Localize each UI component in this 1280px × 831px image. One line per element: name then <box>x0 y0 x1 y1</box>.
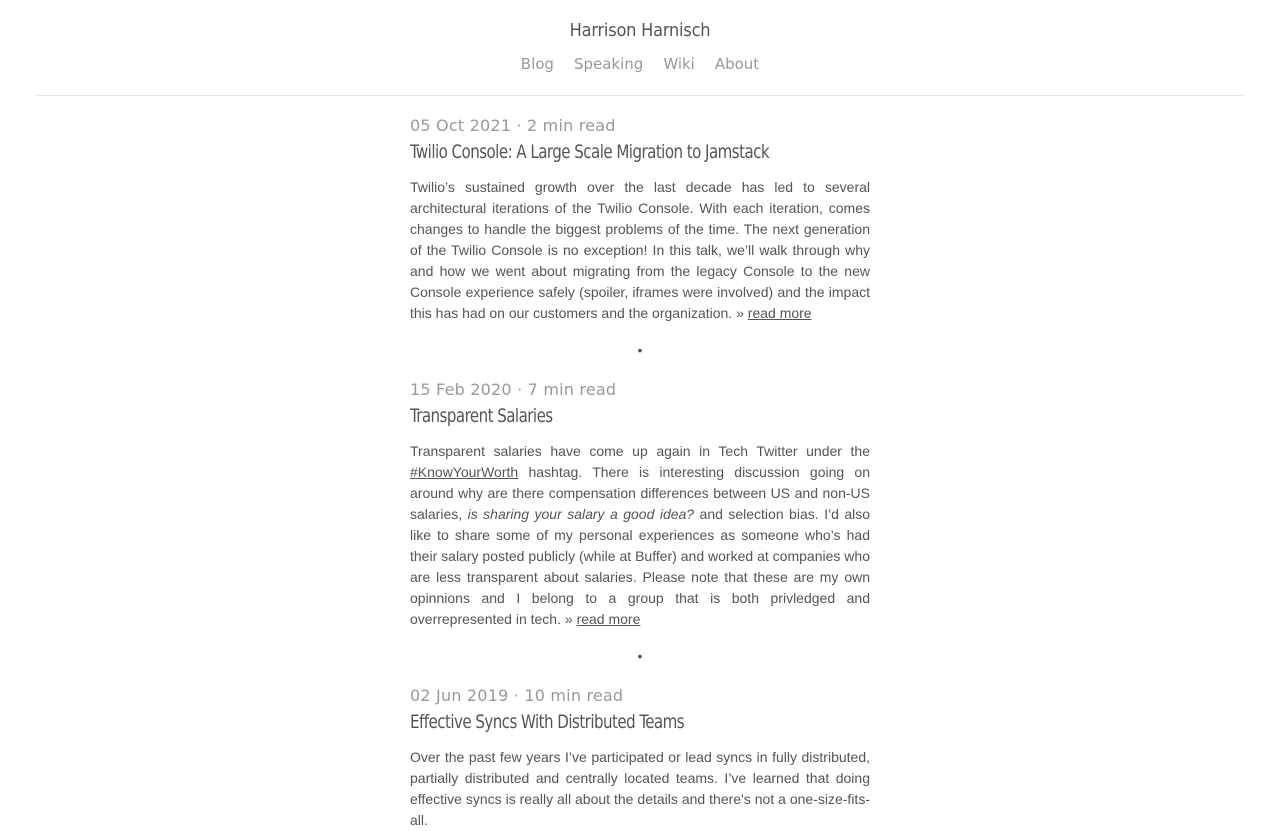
post-date: 05 Oct 2021 <box>410 116 512 135</box>
nav-about[interactable]: About <box>714 55 760 73</box>
read-more-link[interactable]: read more <box>576 611 641 627</box>
post-list <box>410 113 870 831</box>
excerpt-text: hashtag. There is interesting discussion going on around why are there compensation differences between US and non-US salaries, <box>410 464 871 522</box>
nav-blog[interactable]: Blog <box>520 55 554 73</box>
post-date: 02 Jun 2019 <box>410 686 509 705</box>
post-read-time: 2 min read <box>527 116 616 135</box>
hashtag-link[interactable]: #KnowYourWorth <box>410 464 519 480</box>
post-item <box>410 113 870 324</box>
post-excerpt <box>410 747 870 831</box>
meta-separator: · <box>517 380 523 399</box>
excerpt-text: Transparent salaries have come up again in Tech Twitter under the <box>410 443 870 459</box>
post-item <box>410 683 870 831</box>
post-item <box>410 377 870 630</box>
post-date: 15 Feb 2020 <box>410 380 512 399</box>
post-meta <box>410 113 870 139</box>
meta-separator: · <box>513 686 520 705</box>
raquo: » <box>564 611 573 627</box>
post-separator: • <box>637 648 643 664</box>
excerpt-text: Over the past few years I’ve participated or lead syncs in fully distributed, partially distributed and centrally located teams. I’ve learned that doing effective syncs is really all about the details and there's not a one-size-fits-all. <box>410 749 870 828</box>
post-excerpt <box>410 441 870 630</box>
excerpt-text: and selection bias. I’d also like to share some of my personal experiences as someone who’s had their salary posted publicly (while at Buffer) and worked at companies who are less transparent about salaries. Please note that these are my own opinnions and I belong to a group that is both privledged and overrepresented in tech. <box>410 506 870 627</box>
site-title-link[interactable]: Harrison Harnisch <box>569 20 711 41</box>
site-header <box>0 0 1280 95</box>
excerpt-text: Twilio’s sustained growth over the last decade has led to several architectural iterations of the Twilio Console. With each iteration, comes changes to handle the biggest problems of the time. The next generation of the Twilio Console is no exception! In this talk, we’ll walk through why and how we went about migrating from the legacy Console to the new Console experience safely (spoiler, iframes were involved) and the impact this has had on our customers and the organization. <box>410 179 870 321</box>
post-title-link[interactable]: Twilio Console: A Large Scale Migration to Jamstack <box>410 141 770 163</box>
post-excerpt <box>410 177 870 324</box>
post-read-time: 10 min read <box>524 686 624 705</box>
post-title-link[interactable]: Effective Syncs With Distributed Teams <box>410 711 685 733</box>
raquo: » <box>736 305 744 321</box>
post-meta <box>410 377 870 403</box>
excerpt-emphasis: is sharing your salary a good idea? <box>467 506 695 522</box>
meta-separator: · <box>516 116 522 135</box>
post-separator: • <box>637 342 643 358</box>
read-more-link[interactable]: read more <box>747 305 812 321</box>
site-nav <box>0 55 1280 73</box>
post-meta <box>410 683 870 709</box>
nav-wiki[interactable]: Wiki <box>663 55 695 73</box>
header-divider <box>35 95 1245 96</box>
post-read-time: 7 min read <box>527 380 617 399</box>
post-title-link[interactable]: Transparent Salaries <box>410 405 553 427</box>
nav-speaking[interactable]: Speaking <box>573 55 644 73</box>
